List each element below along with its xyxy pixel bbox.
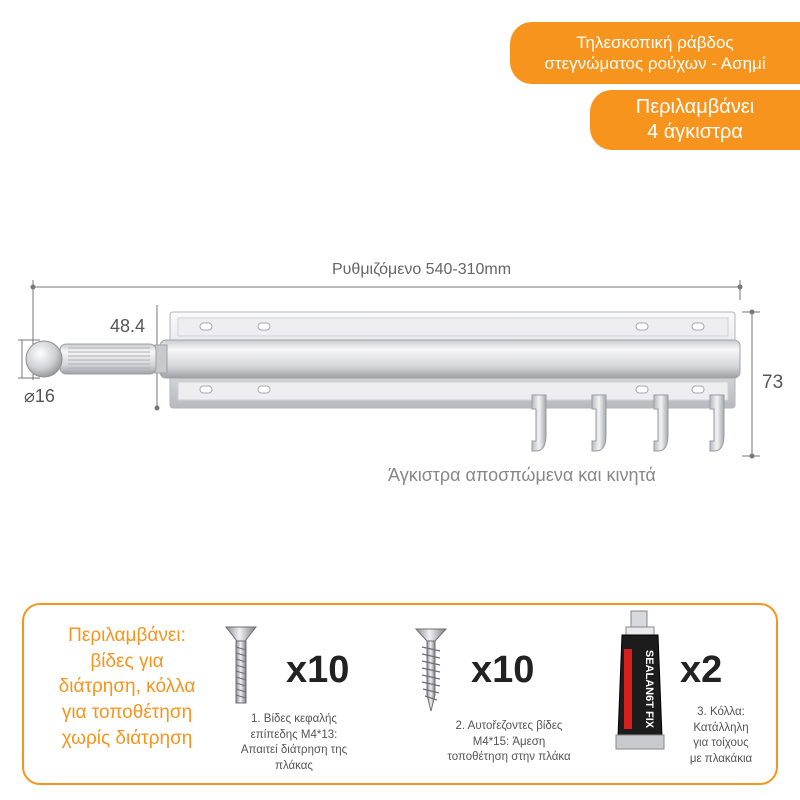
product-title-line2: στεγνώματος ρούχων - Ασημί [544,54,766,73]
glue-caption [666,705,776,767]
glue-quantity: x2 [680,649,723,691]
kit-title-line4: για τοποθέτηση [61,701,193,723]
caption-line: επίπεδης M4*13: [250,728,338,741]
caption-line: M4*15: Άμεση [472,735,546,748]
screw-self-tapping-quantity: x10 [471,649,535,691]
caption-line: Απαιτεί διάτρηση της [240,744,348,757]
flat-head-screw-icon [224,623,258,709]
screw-flat-quantity: x10 [286,649,350,691]
screw-flat-caption [224,712,364,774]
includes-hooks-line1: Περιλαμβάνει [635,96,755,118]
kit-title-line5: χωρίς διάτρηση [61,727,193,749]
glue-tube-label: SEALAN6T FIX [643,649,655,729]
depth-dimension-label: 48.4 [110,316,146,336]
width-dimension-label: Ρυθμιζόμενο 540-310mm [332,261,512,278]
caption-line: τοποθέτηση στην πλάκα [447,751,571,764]
caption-line: 1. Βίδες κεφαλής [251,713,337,725]
self-tapping-screw-icon [414,625,448,715]
height-dimension-label: 73 [762,372,784,393]
hook-4 [710,395,724,451]
kit-title [42,623,212,751]
includes-hooks-line2: 4 άγκιστρα [647,121,743,143]
hook-2 [592,395,606,451]
height-dimension-line [742,310,760,458]
kit-title-line1: Περιλαμβάνει: [68,625,186,646]
kit-title-line3: διάτρηση, κόλλα [58,676,196,698]
caption-line: Κατάλληλη [693,721,749,734]
diameter-dimension-label: ⌀16 [24,386,55,406]
screw-self-tapping-caption [414,719,604,766]
caption-line: με πλακάκια [689,752,753,765]
caption-line: πλάκας [275,759,313,772]
glue-tube-icon [610,609,672,755]
telescopic-tube [155,340,740,378]
included-kit-panel [22,603,778,785]
hook-1 [532,395,546,451]
hook-3 [654,395,668,451]
hooks-note: Άγκιστρα αποσπώμενα και κινητά [388,465,656,485]
caption-line: 2. Αυτοřεζοντες βίδες [455,720,563,732]
caption-line: για τοίχους [693,737,749,750]
caption-line: 3. Κόλλα: [697,706,745,718]
kit-title-line2: βίδες για [90,650,164,672]
product-title-line1: Τηλεσκοπική ράβδος [576,32,734,52]
pull-handle [26,341,156,377]
